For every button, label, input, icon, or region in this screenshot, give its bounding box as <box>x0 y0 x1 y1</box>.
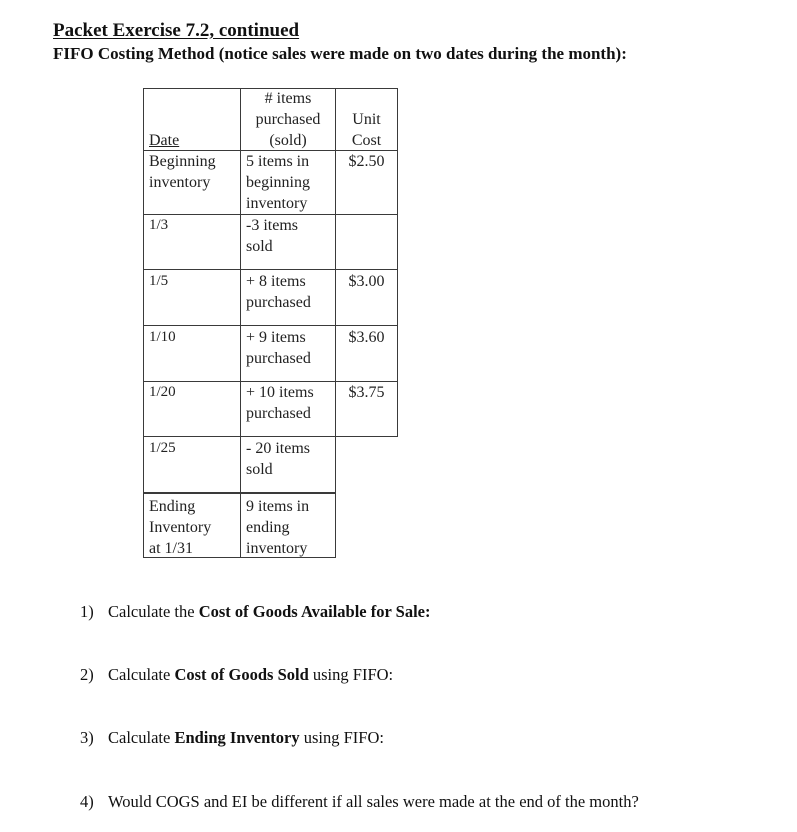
table-border <box>143 269 398 270</box>
question-1: 1) Calculate the Cost of Goods Available for Sale: <box>80 602 431 621</box>
row-date: 1/5 <box>149 273 169 289</box>
row-items: + 10 items purchased <box>246 384 314 422</box>
row-cost: $3.60 <box>348 329 385 346</box>
table-border <box>143 492 336 494</box>
table-border <box>397 88 398 437</box>
row-items: 9 items in ending inventory <box>246 498 310 557</box>
header-date: Date <box>149 132 180 149</box>
row-items: - 20 items sold <box>246 440 310 478</box>
row-date: 1/10 <box>149 329 176 345</box>
row-date: 1/25 <box>149 440 176 456</box>
row-cost: $2.50 <box>348 153 385 170</box>
row-cost: $3.00 <box>348 273 385 290</box>
row-date: 1/3 <box>149 217 169 233</box>
row-items: 5 items in beginning inventory <box>246 153 310 212</box>
table-border <box>143 325 398 326</box>
question-4: 4) Would COGS and EI be different if all sales were made at the end of the month? <box>80 792 639 811</box>
header-unit-cost: Unit Cost <box>351 111 382 149</box>
table-border <box>143 436 398 437</box>
row-items: + 9 items purchased <box>246 329 311 367</box>
question-2: 2) Calculate Cost of Goods Sold using FIFO: <box>80 665 394 684</box>
page-title: Packet Exercise 7.2, continued <box>53 20 300 41</box>
row-cost: $3.75 <box>348 384 385 401</box>
page-subtitle: FIFO Costing Method (notice sales were made on two dates during the month): <box>53 44 627 63</box>
row-date: 1/20 <box>149 384 176 400</box>
row-date: Beginning inventory <box>149 153 216 191</box>
row-items: + 8 items purchased <box>246 273 311 311</box>
header-items: # items purchased (sold) <box>255 90 321 149</box>
row-items: -3 items sold <box>246 217 298 255</box>
question-3: 3) Calculate Ending Inventory using FIFO: <box>80 728 384 747</box>
row-date: Ending Inventory at 1/31 <box>149 498 212 557</box>
